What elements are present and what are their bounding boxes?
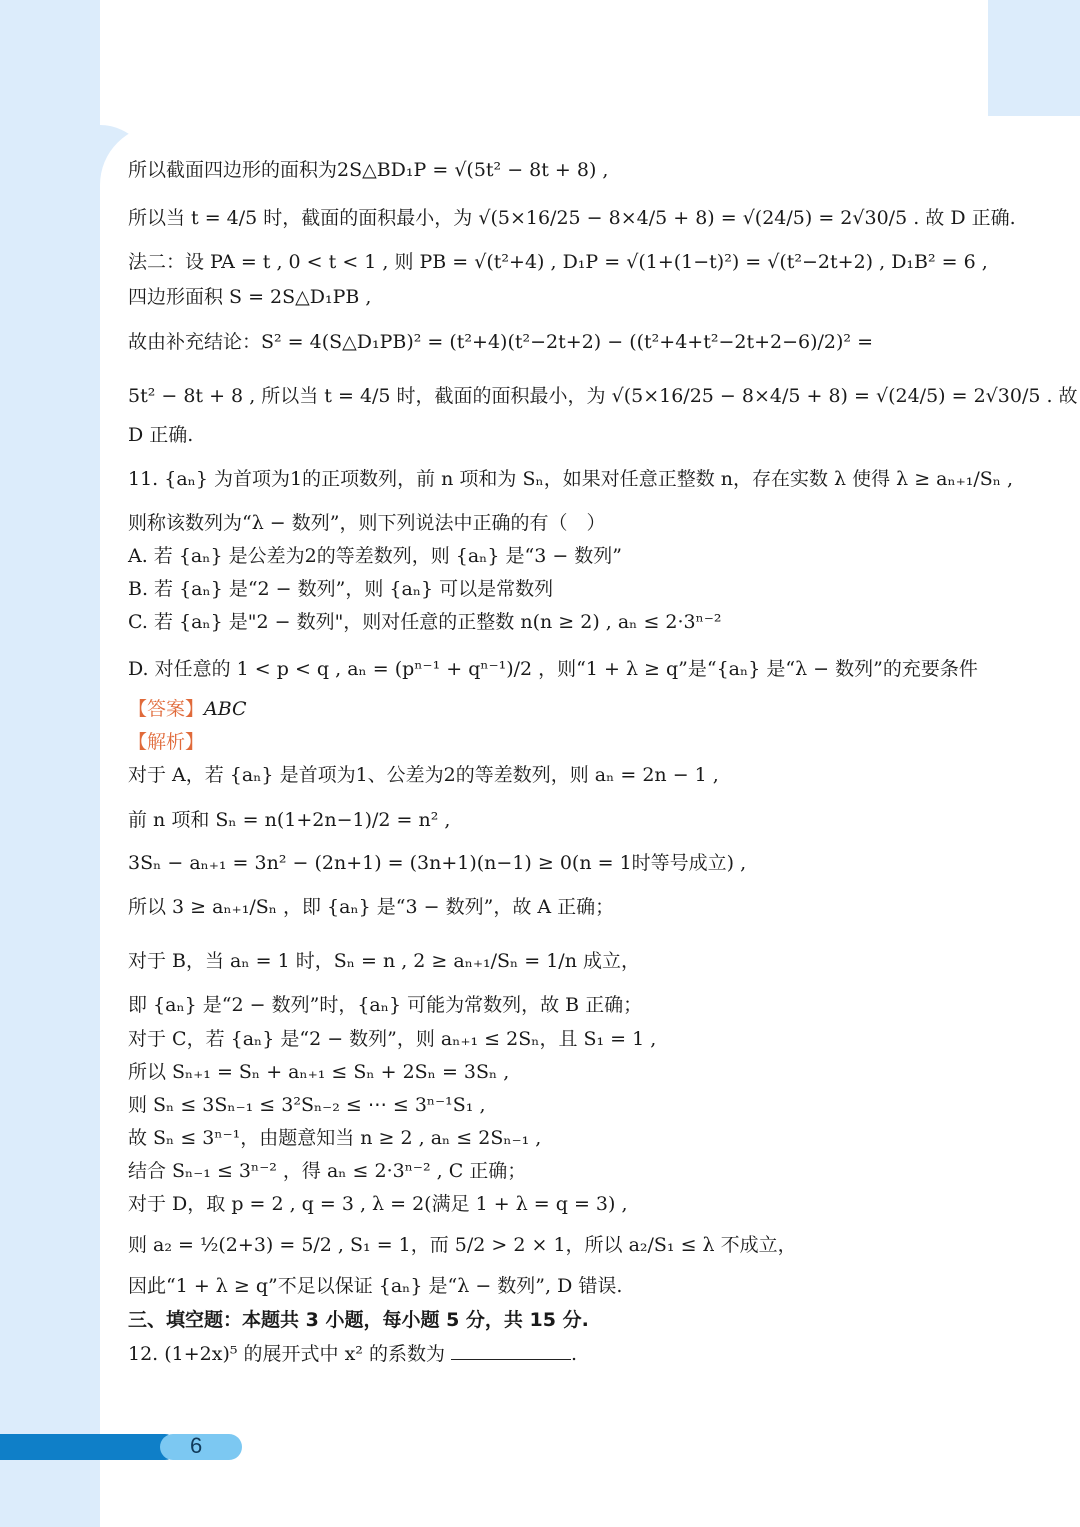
analysis-line: 3Sₙ − aₙ₊₁ = 3n² − (2n+1) = (3n+1)(n−1) ≥ 0(n = 1时等号成立) ,	[128, 852, 747, 874]
text-line: 5t² − 8t + 8 , 所以当 t = 4/5 时，截面的面积最小，为 √(5×16/25 − 8×4/5 + 8) = √(24/5) = 2√30/5 . 故	[128, 385, 1078, 407]
analysis-line: 故 Sₙ ≤ 3ⁿ⁻¹，由题意知当 n ≥ 2 , aₙ ≤ 2Sₙ₋₁ ,	[128, 1127, 542, 1149]
answer-label: 【答案】	[128, 698, 205, 720]
option-b: B. 若 {aₙ} 是“2 − 数列”，则 {aₙ} 可以是常数列	[128, 578, 554, 600]
analysis-line: 对于 A，若 {aₙ} 是首项为1、公差为2的等差数列，则 aₙ = 2n − 1 ,	[128, 764, 719, 786]
page-footer-bar	[0, 1434, 178, 1460]
text-line: 则称该数列为“λ − 数列”，则下列说法中正确的有（ ）	[128, 512, 606, 534]
answer-blank	[451, 1341, 571, 1360]
text-line: D 正确.	[128, 424, 194, 446]
text-line: 四边形面积 S = 2S△D₁PB ,	[128, 286, 372, 308]
analysis-line: 即 {aₙ} 是“2 − 数列”时，{aₙ} 可能为常数列，故 B 正确；	[128, 994, 643, 1016]
analysis-line: 则 Sₙ ≤ 3Sₙ₋₁ ≤ 3²Sₙ₋₂ ≤ ⋯ ≤ 3ⁿ⁻¹S₁ ,	[128, 1094, 486, 1116]
analysis-label: 【解析】	[128, 731, 205, 753]
analysis-line: 对于 D，取 p = 2 , q = 3 , λ = 2(满足 1 + λ = q = 3) ,	[128, 1193, 628, 1215]
page-number: 6	[190, 1433, 203, 1458]
question-12-end: .	[570, 1343, 578, 1365]
option-a: A. 若 {aₙ} 是公差为2的等差数列，则 {aₙ} 是“3 − 数列”	[128, 545, 623, 567]
text-line: 所以截面四边形的面积为2S△BD₁P = √(5t² − 8t + 8) ,	[128, 159, 609, 181]
analysis-line: 因此“1 + λ ≥ q”不足以保证 {aₙ} 是“λ − 数列”, D 错误.	[128, 1275, 623, 1297]
analysis-line: 前 n 项和 Sₙ = n(1+2n−1)/2 = n² ,	[128, 809, 451, 831]
analysis-line: 对于 C，若 {aₙ} 是“2 − 数列”，则 aₙ₊₁ ≤ 2Sₙ，且 S₁ = 1 ,	[128, 1028, 657, 1050]
analysis-line: 所以 3 ≥ aₙ₊₁/Sₙ ，即 {aₙ} 是“3 − 数列”，故 A 正确；	[128, 896, 615, 918]
option-d: D. 对任意的 1 < p < q , aₙ = (pⁿ⁻¹ + qⁿ⁻¹)/2 ，则“1 + λ ≥ q”是“{aₙ} 是“λ − 数列”的充要条件	[128, 658, 978, 680]
text-line: 故由补充结论：S² = 4(S△D₁PB)² = (t²+4)(t²−2t+2) − ((t²+4+t²−2t+2−6)/2)² =	[128, 331, 874, 353]
answer-value: ABC	[204, 698, 247, 720]
analysis-line: 所以 Sₙ₊₁ = Sₙ + aₙ₊₁ ≤ Sₙ + 2Sₙ = 3Sₙ ,	[128, 1061, 510, 1083]
analysis-line: 对于 B，当 aₙ = 1 时，Sₙ = n , 2 ≥ aₙ₊₁/Sₙ = 1/n 成立，	[128, 950, 640, 972]
section-heading: 三、填空题：本题共 3 小题，每小题 5 分，共 15 分.	[128, 1309, 589, 1331]
question-12-text: 12. (1+2x)⁵ 的展开式中 x² 的系数为	[128, 1343, 445, 1365]
text-line: 法二：设 PA = t , 0 < t < 1 , 则 PB = √(t²+4) , D₁P = √(1+(1−t)²) = √(t²−2t+2) , D₁B² = 6 ,	[128, 251, 988, 273]
left-margin-strip	[0, 0, 100, 1527]
analysis-line: 则 a₂ = ½(2+3) = 5/2 , S₁ = 1，而 5/2 > 2 × 1，所以 a₂/S₁ ≤ λ 不成立，	[128, 1234, 797, 1256]
question-11: 11. {aₙ} 为首项为1的正项数列，前 n 项和为 Sₙ，如果对任意正整数 n，存在实数 λ 使得 λ ≥ aₙ₊₁/Sₙ ,	[128, 468, 1014, 490]
answer-line	[128, 693, 247, 726]
text-line: 所以当 t = 4/5 时，截面的面积最小，为 √(5×16/25 − 8×4/5 + 8) = √(24/5) = 2√30/5 . 故 D 正确.	[128, 207, 1016, 229]
question-12	[128, 1338, 577, 1371]
analysis-line: 结合 Sₙ₋₁ ≤ 3ⁿ⁻² ，得 aₙ ≤ 2·3ⁿ⁻² , C 正确；	[128, 1160, 527, 1182]
top-right-tab	[988, 0, 1080, 116]
option-c: C. 若 {aₙ} 是"2 − 数列"，则对任意的正整数 n(n ≥ 2) , aₙ ≤ 2·3ⁿ⁻²	[128, 611, 722, 633]
